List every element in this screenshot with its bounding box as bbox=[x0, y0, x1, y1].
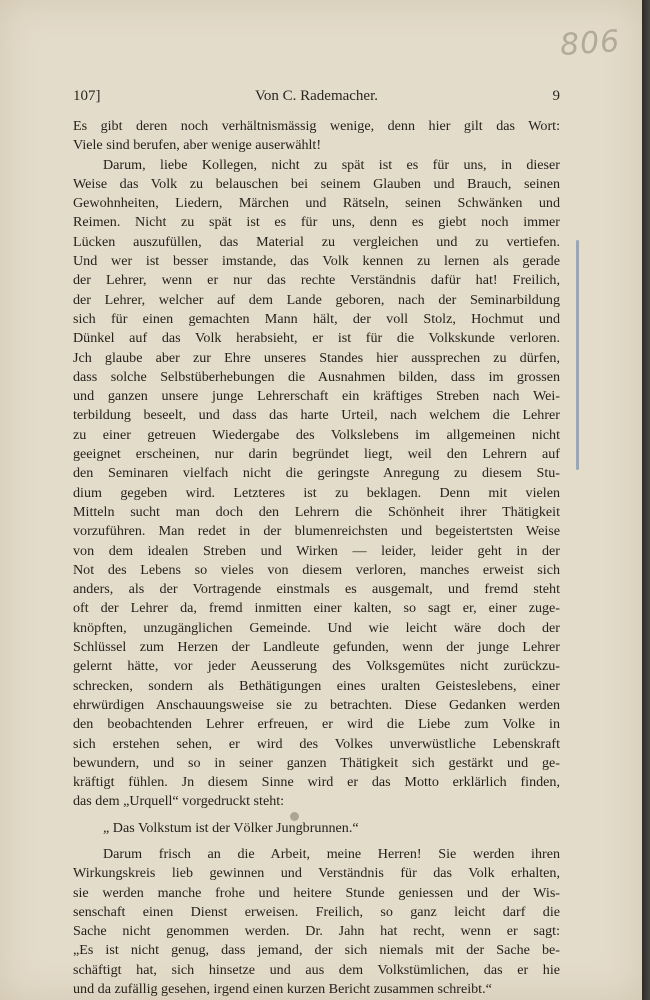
text-line: das dem „Urquell“ vorgedruckt steht: bbox=[73, 793, 285, 810]
page-edge-shadow bbox=[642, 0, 650, 1000]
text-line: dass solche Selbstüberhebungen die Ausnahmen bilden, dass im grossen bbox=[73, 368, 560, 385]
text-line: gelernt hätte, vor jeder Aeusserung des Volksgemütes nicht zurückzu- bbox=[73, 658, 560, 675]
running-title: Von C. Rademacher. bbox=[254, 88, 379, 104]
text-line: Darum frisch an die Arbeit, meine Herren! Sie werden ihren bbox=[103, 845, 560, 862]
text-line: Dünkel auf das Volk herabsieht, er ist für die Volkskunde verloren. bbox=[73, 330, 560, 347]
body-text bbox=[73, 117, 560, 999]
text-line: Lücken auszufüllen, das Material zu vergleichen und zu vertiefen. bbox=[73, 233, 560, 250]
text-line: Viele sind berufen, aber wenige auserwählt! bbox=[73, 137, 322, 154]
text-line: den beobachtenden Lehrer erfreuen, er wird die Liebe zum Volke in bbox=[73, 716, 560, 733]
page-number: 9 bbox=[552, 88, 560, 104]
text-line: schäftigt hat, sich hinsetze und aus dem Volkstümlichen, das er hie bbox=[73, 961, 560, 978]
paragraph-gap bbox=[73, 838, 560, 845]
text-line: Wirkungskreis lieb gewinnen und Verständnis für das Volk erhalten, bbox=[73, 865, 560, 882]
paragraph bbox=[73, 845, 560, 999]
text-line: ehrwürdigen Anschauungsweise sie zu betrachten. Diese Gedanken werden bbox=[73, 696, 560, 713]
text-line: Darum, liebe Kollegen, nicht zu spät ist es für uns, in dieser bbox=[103, 156, 560, 173]
margin-pencil-mark bbox=[576, 240, 579, 470]
text-line: sich für einen gemachten Mann hält, der voll Stolz, Hochmut und bbox=[73, 310, 560, 327]
text-line: und da zufällig gesehen, irgend einen kurzen Bericht zusammen schreibt.“ bbox=[73, 981, 492, 998]
text-line: Reimen. Nicht zu spät ist es für uns, denn es giebt noch immer bbox=[73, 214, 560, 231]
text-line: oft der Lehrer da, fremd inmitten einer kalten, so sagt er, einer zuge- bbox=[73, 600, 560, 617]
text-line: dium gegeben wird. Letzteres ist zu beklagen. Denn mit vielen bbox=[73, 484, 560, 501]
text-line: der Lehrer, welcher auf dem Lande geboren, nach der Seminarbildung bbox=[73, 291, 560, 308]
text-line: Not des Lebens so vieles von diesem verloren, manches erweist sich bbox=[73, 561, 560, 578]
text-line: Sache nicht genommen werden. Dr. Jahn hat recht, wenn er sagt: bbox=[73, 923, 560, 940]
text-line: geeignet erscheinen, nur darin begründet liegt, weil den Lehrern auf bbox=[73, 446, 560, 463]
text-line: sich erstehen sehen, er wird des Volkes unverwüstliche Lebenskraft bbox=[73, 735, 560, 752]
text-line: terbildung beseelt, und dass das harte Urteil, nach welchem die Lehrer bbox=[73, 407, 560, 424]
text-line: bewundern, und so in seiner ganzen Thätigkeit sich gestärkt und ge- bbox=[73, 754, 560, 771]
text-line: den Seminaren vielfach nicht die geringste Anregung zu diesem Stu- bbox=[73, 465, 560, 482]
text-line: schrecken, sondern als Bethätigungen eines uralten Geisteslebens, einer bbox=[73, 677, 560, 694]
paragraph-gap bbox=[73, 812, 560, 819]
page-number-original: 107] bbox=[73, 88, 101, 104]
paragraph bbox=[73, 156, 560, 812]
text-line: der Lehrer, wenn er nur das rechte Verständnis dafür hat! Freilich, bbox=[73, 272, 560, 289]
text-line: anders, als der Vortragende einstmals es ausgemalt, und fremd steht bbox=[73, 581, 560, 598]
text-line: Mitteln sucht man doch den Lehrern die Schönheit ihrer Thätigkeit bbox=[73, 503, 560, 520]
page-header bbox=[73, 88, 560, 110]
text-line: knöpften, unzugänglichen Gemeinde. Und wie leicht wäre doch der bbox=[73, 619, 560, 636]
text-line: sie werden manche frohe und heitere Stunde geniessen und der Wis- bbox=[73, 884, 560, 901]
text-line: Jch glaube aber zur Ehre unseres Standes hier aussprechen zu dürfen, bbox=[73, 349, 560, 366]
text-line: Es gibt deren noch verhältnismässig wenige, denn hier gilt das Wort: bbox=[73, 118, 560, 134]
text-line: zu einer getreuen Wiedergabe des Volkslebens im allgemeinen nicht bbox=[73, 426, 560, 443]
text-line: und ganzen unsere junge Lehrerschaft ein kräftiges Streben nach Wei- bbox=[73, 388, 560, 405]
text-line: Gewohnheiten, Liedern, Märchen und Rätseln, seinen Schwänken und bbox=[73, 195, 560, 212]
motto-quote bbox=[73, 819, 560, 838]
text-line: kräftigt fühlen. Jn diesem Sinne wird er das Motto erklärlich finden, bbox=[73, 774, 560, 791]
text-line: „ Das Volkstum ist der Völker Jungbrunnen.“ bbox=[103, 819, 359, 836]
text-line: Und wer ist besser imstande, das Volk kennen zu lernen als gerade bbox=[73, 253, 560, 270]
archive-number: 806 bbox=[558, 23, 622, 64]
text-line: von dem idealen Streben und Wirken — leider, leider geht in der bbox=[73, 542, 560, 559]
text-line: senschaft einen Dienst erweisen. Freilich, so ganz leicht darf die bbox=[73, 903, 560, 920]
text-line: Weise das Volk zu belauschen bei seinem Glauben und Brauch, seinen bbox=[73, 175, 560, 192]
text-line: Schlüssel zum Herzen der Landleute gefunden, wenn der junge Lehrer bbox=[73, 639, 560, 656]
text-line: vorzuführen. Man redet in der blumenreichsten und begeistertsten Weise bbox=[73, 523, 560, 540]
paragraph bbox=[73, 117, 560, 156]
text-line: „Es ist nicht genug, dass jemand, der sich niemals mit der Sache be- bbox=[73, 942, 560, 959]
